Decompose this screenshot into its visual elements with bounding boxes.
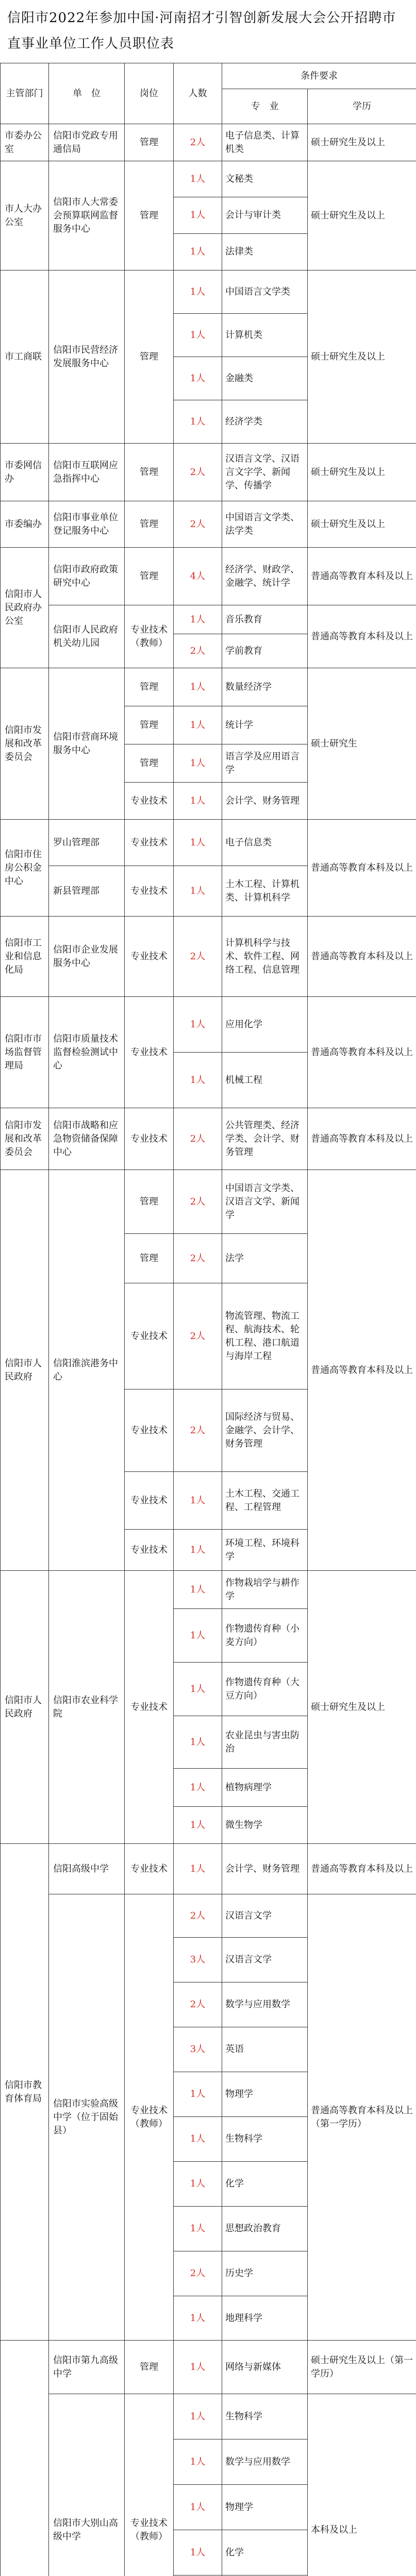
header-type: 岗位 <box>125 63 174 124</box>
count-cell: 1人 <box>174 2530 222 2575</box>
count-cell: 1人 <box>174 2072 222 2117</box>
count-cell: 1人 <box>174 706 222 744</box>
count-cell: 2人 <box>174 1894 222 1938</box>
education-cell: 普通高等教育本科及以上 <box>308 605 416 668</box>
positions-body <box>1 124 416 2576</box>
unit-cell: 信阳市党政专用通信局 <box>49 124 125 161</box>
unit-cell: 信阳市质量技术监督检验测试中心 <box>49 997 125 1108</box>
unit-cell: 信阳市营商环境服务中心 <box>49 668 125 820</box>
major-cell: 化学 <box>222 2162 308 2207</box>
dept-cell: 信阳市工业和信息化局 <box>1 917 49 997</box>
major-cell: 会计与审计类 <box>222 197 308 234</box>
table-row <box>1 548 416 605</box>
unit-cell: 信阳市企业发展服务中心 <box>49 917 125 997</box>
major-cell: 语言学及应用语言学 <box>222 744 308 783</box>
type-cell: 管理 <box>125 706 174 744</box>
count-cell: 1人 <box>174 2296 222 2341</box>
major-cell: 数学与应用数学 <box>222 1982 308 2027</box>
table-row <box>1 161 416 197</box>
count-cell: 1人 <box>174 400 222 444</box>
count-cell: 1人 <box>174 2394 222 2439</box>
type-cell: 专业技术 <box>125 1530 174 1571</box>
major-cell: 计算机科学与技术、软件工程、网络工程、信息管理 <box>222 917 308 997</box>
education-cell: 普通高等教育本科及以上 <box>308 1170 416 1571</box>
count-cell: 2人 <box>174 1108 222 1170</box>
type-cell: 专业技术（教师） <box>125 605 174 668</box>
count-cell: 1人 <box>174 1609 222 1663</box>
type-cell: 管理 <box>125 548 174 605</box>
unit-cell: 信阳市人民政府机关幼儿园 <box>49 605 125 668</box>
type-cell: 管理 <box>125 1170 174 1234</box>
type-cell: 管理 <box>125 270 174 444</box>
count-cell: 1人 <box>174 1472 222 1530</box>
major-cell: 会计学、财务管理 <box>222 783 308 820</box>
major-cell: 汉语言文学 <box>222 1894 308 1938</box>
count-cell: 1人 <box>174 2485 222 2530</box>
type-cell: 专业技术 <box>125 1844 174 1894</box>
table-row <box>1 1571 416 1609</box>
count-cell: 1人 <box>174 866 222 917</box>
count-cell: 2人 <box>174 1170 222 1234</box>
education-cell: 普通高等教育本科及以上（第一学历） <box>308 1894 416 2341</box>
type-cell: 管理 <box>125 668 174 706</box>
table-row <box>1 1894 416 1938</box>
major-cell: 物理学 <box>222 2072 308 2117</box>
major-cell: 计算机类 <box>222 314 308 357</box>
major-cell: 物理学 <box>222 2485 308 2530</box>
major-cell: 环境工程、环境科学 <box>222 1530 308 1571</box>
type-cell: 管理 <box>125 2341 174 2394</box>
unit-cell: 新县管理部 <box>49 866 125 917</box>
table-row <box>1 444 416 501</box>
education-cell: 普通高等教育本科及以上 <box>308 1108 416 1170</box>
major-cell: 数学与应用数学 <box>222 2439 308 2485</box>
major-cell: 土木工程、交通工程、工程管理 <box>222 1472 308 1530</box>
count-cell: 1人 <box>174 314 222 357</box>
major-cell: 经济学类 <box>222 400 308 444</box>
header-unit: 单 位 <box>49 63 125 124</box>
table-row <box>1 1170 416 1234</box>
type-cell: 管理 <box>125 744 174 783</box>
dept-cell: 市工商联 <box>1 270 49 444</box>
count-cell: 2人 <box>174 2251 222 2296</box>
count-cell: 1人 <box>174 197 222 234</box>
count-cell: 1人 <box>174 357 222 400</box>
count-cell: 1人 <box>174 2341 222 2394</box>
type-cell: 专业技术 <box>125 820 174 866</box>
major-cell: 土木工程、计算机类、计算机科学 <box>222 866 308 917</box>
count-cell: 2人 <box>174 501 222 548</box>
type-cell: 专业技术（教师） <box>125 2394 174 2576</box>
major-cell: 金融类 <box>222 357 308 400</box>
count-cell: 1人 <box>174 2162 222 2207</box>
education-cell: 硕士研究生及以上（第一学历） <box>308 2341 416 2394</box>
table-row <box>1 917 416 997</box>
count-cell: 2人 <box>174 124 222 161</box>
major-cell: 物流管理、物流工程、航海技术、轮机工程、港口航道与海岸工程 <box>222 1283 308 1389</box>
unit-cell: 信阳高级中学 <box>49 1844 125 1894</box>
table-row <box>1 668 416 706</box>
table-row <box>1 820 416 866</box>
unit-cell: 罗山管理部 <box>49 820 125 866</box>
count-cell: 3人 <box>174 1938 222 1982</box>
count-cell: 1人 <box>174 1053 222 1108</box>
type-cell: 专业技术 <box>125 997 174 1108</box>
major-cell: 学前教育 <box>222 634 308 668</box>
major-cell: 汉语言文学、汉语言文字学、新闻学、传播学 <box>222 444 308 501</box>
count-cell: 1人 <box>174 1807 222 1844</box>
dept-cell: 信阳市住房公积金中心 <box>1 820 49 917</box>
type-cell: 管理 <box>125 501 174 548</box>
positions-table <box>0 63 416 2576</box>
count-cell: 2人 <box>174 1234 222 1283</box>
unit-cell: 信阳市战略和应急物资储备保障中心 <box>49 1108 125 1170</box>
table-row <box>1 1108 416 1170</box>
count-cell: 1人 <box>174 744 222 783</box>
count-cell: 1人 <box>174 2117 222 2162</box>
dept-cell: 市人大办公室 <box>1 161 49 270</box>
education-cell: 硕士研究生及以上 <box>308 1571 416 1844</box>
major-cell: 思想政治教育 <box>222 2207 308 2251</box>
education-cell: 硕士研究生 <box>308 668 416 820</box>
type-cell: 专业技术 <box>125 1472 174 1530</box>
major-cell: 中国语言文学类、汉语言文学、新闻学 <box>222 1170 308 1234</box>
dept-cell: 信阳市教育体育局 <box>1 1844 49 2341</box>
major-cell: 网络与新媒体 <box>222 2341 308 2394</box>
education-cell: 硕士研究生及以上 <box>308 270 416 444</box>
major-cell: 国际经济与贸易、金融学、会计学、财务管理 <box>222 1389 308 1472</box>
type-cell: 专业技术 <box>125 866 174 917</box>
major-cell: 历史学 <box>222 2251 308 2296</box>
table-row <box>1 501 416 548</box>
count-cell: 1人 <box>174 997 222 1053</box>
major-cell: 统计学 <box>222 706 308 744</box>
type-cell: 管理 <box>125 161 174 270</box>
unit-cell: 信阳市农业科学院 <box>49 1571 125 1844</box>
type-cell: 专业技术 <box>125 1108 174 1170</box>
dept-cell: 市委网信办 <box>1 444 49 501</box>
education-cell: 硕士研究生及以上 <box>308 444 416 501</box>
table-row <box>1 2394 416 2439</box>
unit-cell: 信阳市人大常委会预算联网监督服务中心 <box>49 161 125 270</box>
education-cell: 普通高等教育本科及以上 <box>308 997 416 1108</box>
header-major: 专 业 <box>222 89 308 124</box>
major-cell: 法律类 <box>222 234 308 270</box>
education-cell: 普通高等教育本科及以上 <box>308 1844 416 1894</box>
major-cell: 中国语言文学类 <box>222 270 308 314</box>
header-conditions: 条件要求 <box>222 63 416 89</box>
unit-cell: 信阳市第九高级中学 <box>49 2341 125 2394</box>
major-cell: 文秘类 <box>222 161 308 197</box>
table-row <box>1 1844 416 1894</box>
count-cell: 1人 <box>174 820 222 866</box>
count-cell: 2人 <box>174 1389 222 1472</box>
table-row <box>1 605 416 634</box>
unit-cell: 信阳市互联网应急指挥中心 <box>49 444 125 501</box>
count-cell: 1人 <box>174 161 222 197</box>
header-dept: 主管部门 <box>1 63 49 124</box>
education-cell: 硕士研究生及以上 <box>308 501 416 548</box>
count-cell: 1人 <box>174 234 222 270</box>
major-cell: 中国语言文学类、法学类 <box>222 501 308 548</box>
major-cell: 汉语言文学 <box>222 1938 308 1982</box>
type-cell: 管理 <box>125 444 174 501</box>
dept-cell: 信阳市人民政府 <box>1 1170 49 1571</box>
major-cell: 机械工程 <box>222 1053 308 1108</box>
major-cell: 英语 <box>222 2027 308 2072</box>
unit-cell: 信阳淮滨港务中心 <box>49 1170 125 1571</box>
type-cell: 专业技术 <box>125 1389 174 1472</box>
major-cell: 农业昆虫与害虫防治 <box>222 1716 308 1769</box>
count-cell: 2人 <box>174 1982 222 2027</box>
dept-cell: 信阳市发展和改革委员会 <box>1 668 49 820</box>
major-cell: 生物科学 <box>222 2117 308 2162</box>
type-cell: 管理 <box>125 124 174 161</box>
major-cell: 电子信息类 <box>222 820 308 866</box>
header-count: 人数 <box>174 63 222 124</box>
education-cell: 硕士研究生及以上 <box>308 161 416 270</box>
count-cell: 1人 <box>174 1844 222 1894</box>
type-cell: 专业技术（教师） <box>125 1894 174 2341</box>
unit-cell: 信阳市事业单位登记服务中心 <box>49 501 125 548</box>
table-row <box>1 997 416 1053</box>
dept-cell: 信阳市人民政府 <box>1 1571 49 1844</box>
count-cell: 2人 <box>174 917 222 997</box>
type-cell: 专业技术 <box>125 917 174 997</box>
header-education: 学历 <box>308 89 416 124</box>
dept-cell: 信阳市市场监督管理局 <box>1 997 49 1108</box>
count-cell: 4人 <box>174 548 222 605</box>
dept-cell: 市委办公室 <box>1 124 49 161</box>
major-cell: 植物病理学 <box>222 1769 308 1807</box>
education-cell: 普通高等教育本科及以上 <box>308 548 416 605</box>
major-cell: 应用化学 <box>222 997 308 1053</box>
page-title: 信阳市2022年参加中国·河南招才引智创新发展大会公开招聘市直事业单位工作人员职位表 <box>7 10 396 52</box>
major-cell: 作物栽培学与耕作学 <box>222 1571 308 1609</box>
major-cell: 作物遗传育种（大豆方向） <box>222 1663 308 1716</box>
type-cell: 专业技术 <box>125 1283 174 1389</box>
dept-cell: 信阳市人民政府办公室 <box>1 548 49 668</box>
count-cell: 2人 <box>174 1283 222 1389</box>
dept-cell: 市委编办 <box>1 501 49 548</box>
unit-cell: 信阳市政府政策研究中心 <box>49 548 125 605</box>
type-cell: 专业技术 <box>125 783 174 820</box>
table-row <box>1 270 416 314</box>
major-cell: 经济学、财政学、金融学、统计学 <box>222 548 308 605</box>
unit-cell: 信阳市大别山高级中学 <box>49 2394 125 2576</box>
type-cell: 管理 <box>125 1234 174 1283</box>
major-cell: 电子信息类、计算机类 <box>222 124 308 161</box>
count-cell: 1人 <box>174 1769 222 1807</box>
table-row <box>1 2341 416 2394</box>
type-cell: 专业技术 <box>125 1571 174 1844</box>
count-cell: 1人 <box>174 270 222 314</box>
education-cell: 硕士研究生及以上 <box>308 124 416 161</box>
count-cell: 2人 <box>174 444 222 501</box>
count-cell: 1人 <box>174 605 222 634</box>
major-cell: 化学 <box>222 2530 308 2575</box>
major-cell: 数量经济学 <box>222 668 308 706</box>
count-cell: 2人 <box>174 634 222 668</box>
table-row <box>1 124 416 161</box>
count-cell: 1人 <box>174 2439 222 2485</box>
count-cell: 1人 <box>174 1663 222 1716</box>
education-cell: 普通高等教育本科及以上 <box>308 917 416 997</box>
major-cell: 作物遗传育种（小麦方向） <box>222 1609 308 1663</box>
unit-cell: 信阳市实验高级中学（位于固始县） <box>49 1894 125 2341</box>
count-cell: 1人 <box>174 1571 222 1609</box>
count-cell: 1人 <box>174 1716 222 1769</box>
major-cell: 法学 <box>222 1234 308 1283</box>
unit-cell: 信阳市民营经济发展服务中心 <box>49 270 125 444</box>
count-cell: 1人 <box>174 668 222 706</box>
major-cell: 会计学、财务管理 <box>222 1844 308 1894</box>
dept-cell <box>1 2341 49 2576</box>
major-cell: 音乐教育 <box>222 605 308 634</box>
education-cell: 本科及以上 <box>308 2394 416 2576</box>
count-cell: 1人 <box>174 783 222 820</box>
major-cell: 生物科学 <box>222 2394 308 2439</box>
major-cell: 微生物学 <box>222 1807 308 1844</box>
dept-cell: 信阳市发展和改革委员会 <box>1 1108 49 1170</box>
count-cell: 1人 <box>174 2207 222 2251</box>
count-cell: 3人 <box>174 2027 222 2072</box>
major-cell: 地理科学 <box>222 2296 308 2341</box>
education-cell: 普通高等教育本科及以上 <box>308 820 416 917</box>
count-cell: 1人 <box>174 1530 222 1571</box>
major-cell: 公共管理类、经济学类、会计学、财务管理 <box>222 1108 308 1170</box>
